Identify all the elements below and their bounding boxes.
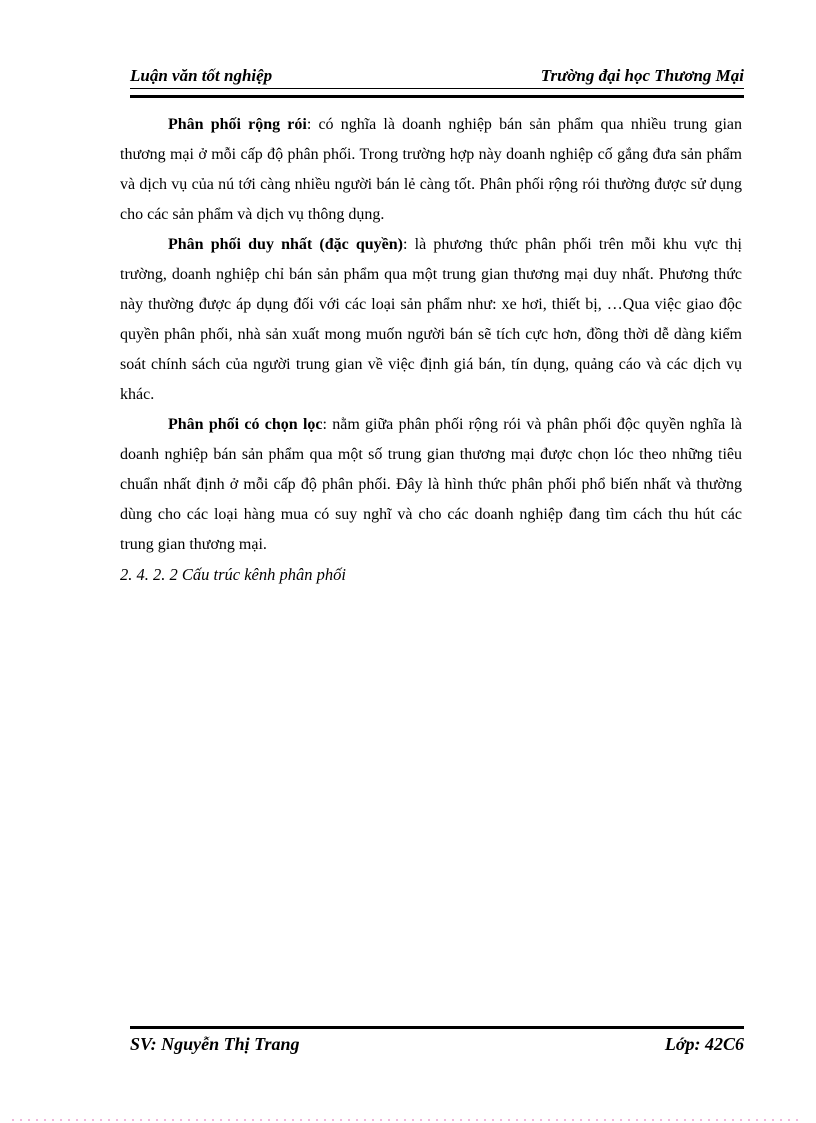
- footer-rule: [130, 1026, 744, 1029]
- header-rule: [130, 95, 744, 98]
- paragraph-lead: Phân phối có chọn lọc: [168, 416, 323, 433]
- paragraph-text: : có nghĩa là doanh nghiệp bán sản phẩm qua nhiều trung gian thương mại ở mỗi cấp độ phân phối. Trong trường hợp này doanh nghiệp cố gắng đưa sản phẩm và dịch vụ của nú tới càng nhiều người bán lẻ càng tốt. Phân phối rộng rói thường được sử dụng cho các sản phẩm và dịch vụ thông dụng.: [120, 116, 743, 223]
- header-left-title: Luận văn tốt nghiệp: [130, 66, 273, 85]
- footer-row: [130, 1034, 744, 1055]
- paragraph-text: : nằm giữa phân phối rộng rói và phân phối độc quyền nghĩa là doanh nghiệp bán sản phẩm qua một số trung gian thương mại được chọn lóc theo những tiêu chuẩn nhất định ở mỗi cấp độ phân phối. Đây là hình thức phân phối phổ biến nhất và thường dùng cho các loại hàng mua có suy nghĩ và cho các doanh nghiệp đang tìm cách thu hút các trung gian thương mại.: [120, 416, 742, 553]
- document-body: [120, 110, 742, 590]
- header-right-title: Trường đại học Thương Mại: [540, 66, 744, 85]
- paragraph-lead: Phân phối rộng rói: [168, 116, 307, 133]
- paragraph-selective-distribution: [120, 410, 742, 560]
- paragraph-text: : là phương thức phân phối trên mỗi khu vực thị trường, doanh nghiệp chỉ bán sản phẩm qua một trung gian thương mại duy nhất. Phương thức này thường được áp dụng đối với các loại sản phẩm như: xe hơi, thiết bị, …Qua việc giao độc quyền phân phối, nhà sản xuất mong muốn người bán sẽ tích cực hơn, đồng thời dễ dàng kiểm soát chính sách của người trung gian về việc định giá bán, tín dụng, quảng cáo và các dịch vụ khác.: [120, 236, 742, 403]
- page-footer: [130, 1026, 744, 1055]
- header-row: [130, 66, 744, 89]
- paragraph-extensive-distribution: [120, 110, 742, 230]
- section-heading: 2. 4. 2. 2 Cấu trúc kênh phân phối: [120, 565, 346, 584]
- paragraph-exclusive-distribution: [120, 230, 742, 410]
- page-break-marker: [12, 1119, 804, 1121]
- footer-student-name: SV: Nguyễn Thị Trang: [130, 1034, 300, 1054]
- paragraph-lead: Phân phối duy nhất (đặc quyền): [168, 236, 404, 253]
- page-header: [130, 66, 744, 98]
- footer-class: Lớp: 42C6: [664, 1034, 744, 1054]
